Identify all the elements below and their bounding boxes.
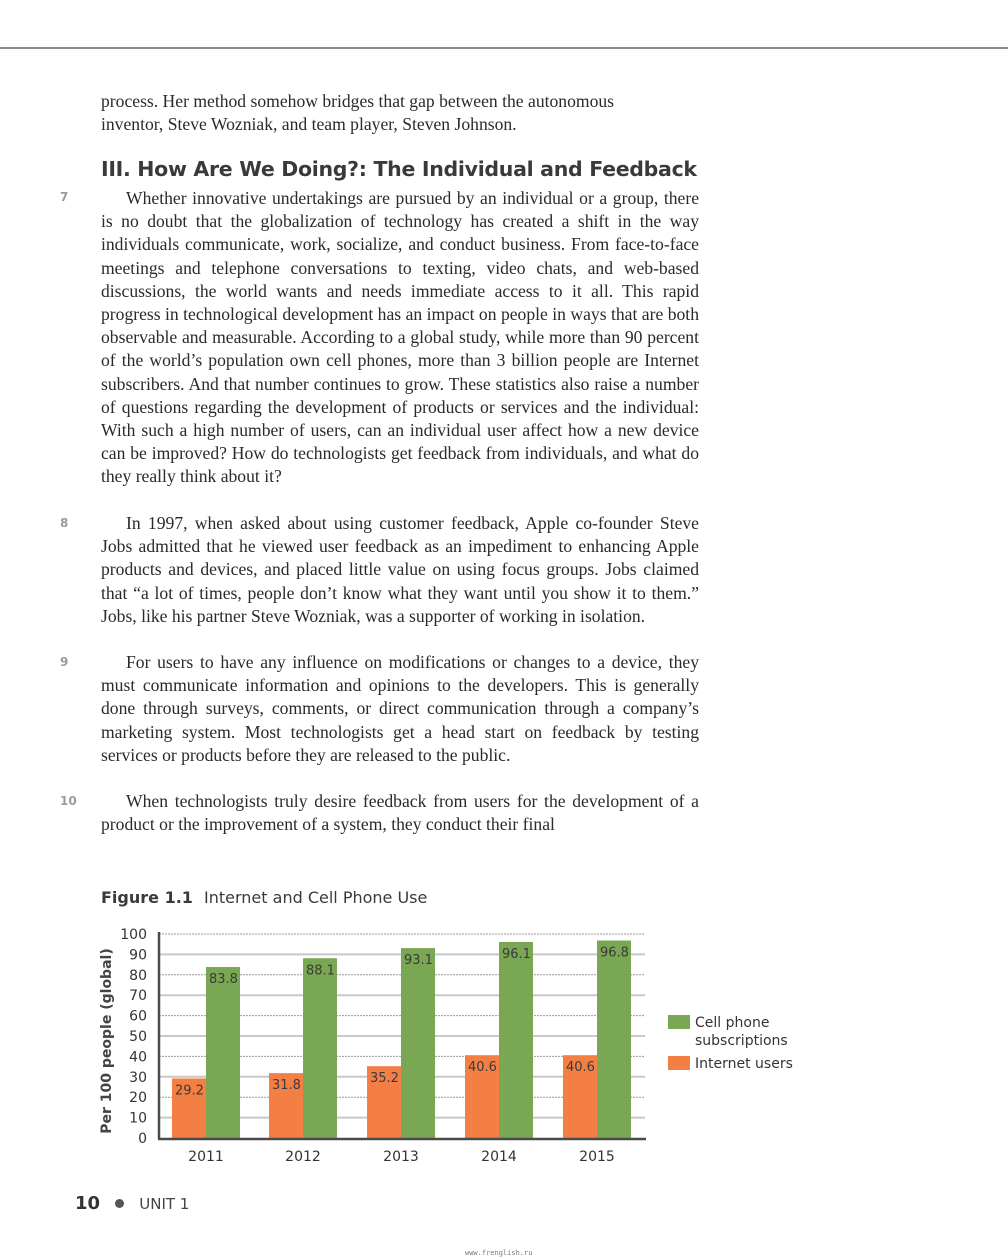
legend-label: Cell phone <box>695 1015 770 1031</box>
paragraph-number: 10 <box>60 794 77 808</box>
data-label: 35.2 <box>370 1071 399 1087</box>
y-tick-label: 40 <box>129 1049 147 1066</box>
paragraph-number: 8 <box>60 516 69 530</box>
y-axis-label: Per 100 people (global) <box>99 948 115 1134</box>
y-tick-label: 90 <box>129 947 147 964</box>
legend-label: Internet users <box>695 1056 793 1072</box>
y-tick-label: 100 <box>120 927 147 943</box>
bullet-icon <box>115 1199 124 1208</box>
y-tick-label: 0 <box>138 1131 147 1147</box>
figure-label: Figure 1.1 <box>101 888 193 907</box>
data-label: 29.2 <box>175 1083 204 1099</box>
paragraph-number: 9 <box>60 655 69 669</box>
x-tick-labels <box>188 1149 615 1165</box>
x-tick-label: 2012 <box>285 1149 321 1165</box>
bars <box>172 941 631 1138</box>
data-label: 93.1 <box>404 953 433 969</box>
legend <box>668 1015 793 1072</box>
data-label: 96.1 <box>502 946 531 962</box>
section-heading: III. How Are We Doing?: The Individual and Feedback <box>101 157 697 181</box>
y-tick-label: 20 <box>129 1090 147 1107</box>
y-tick-label: 30 <box>129 1069 147 1086</box>
y-tick-label: 10 <box>129 1110 147 1127</box>
x-tick-label: 2011 <box>188 1149 224 1165</box>
bar-cell-phone-2012 <box>303 958 337 1138</box>
y-tick-label: 60 <box>129 1008 147 1025</box>
legend-swatch <box>668 1015 690 1029</box>
y-tick-labels <box>120 927 147 1147</box>
bar-cell-phone-2015 <box>597 941 631 1138</box>
intro-line: process. Her method somehow bridges that gap between the autonomous <box>101 91 615 111</box>
y-tick-label: 70 <box>129 988 147 1005</box>
data-label: 31.8 <box>272 1078 301 1094</box>
data-label: 96.8 <box>600 945 629 961</box>
page-footer <box>75 1193 189 1214</box>
y-tick-label: 50 <box>129 1029 147 1045</box>
legend-label: subscriptions <box>695 1033 788 1049</box>
intro-line: inventor, Steve Wozniak, and team player, Steven Johnson. <box>101 114 517 135</box>
paragraph-text: When technologists truly desire feedback from users for the development of a product or the improvement of a system, they conduct their final <box>101 791 699 835</box>
data-label: 40.6 <box>566 1060 595 1076</box>
unit-label: UNIT 1 <box>139 1195 190 1213</box>
paragraph-text: For users to have any influence on modifications or changes to a device, they must communicate information and opinions to the developers. This is generally done through surveys, comments, or direct communication through a company’s marketing system. Most technologists get a head start on feedback by testing services or products before they are released to the public. <box>101 652 699 765</box>
legend-swatch <box>668 1056 690 1070</box>
paragraph-number: 7 <box>60 190 69 204</box>
x-tick-label: 2015 <box>579 1149 615 1165</box>
bar-cell-phone-2014 <box>499 942 533 1138</box>
figure-title: Internet and Cell Phone Use <box>204 888 428 907</box>
paragraph-text: Whether innovative undertakings are pursued by an individual or a group, there is no doubt that the globalization of technology has created a shift in the way individuals communicate, work, socialize, and conduct business. From face-to-face meetings and telephone conversations to texting, video chats, and web-based discussions, the world wants and needs immediate access to it all. This rapid progress in technological development has an impact on people in ways that are both observable and measurable. According to a global study, while more than 90 percent of the world’s population own cell phones, more than 3 billion people are Internet subscribers. And that number continues to grow. These statistics also raise a number of questions regarding the development of products or services and the individual: With such a high number of users, can an individual user affect how a new device can be improved? How do technologists get feedback from individuals, and what do they really think about it? <box>101 188 699 487</box>
bar-cell-phone-2011 <box>206 967 240 1138</box>
data-label: 88.1 <box>306 963 335 979</box>
y-tick-label: 80 <box>129 967 147 984</box>
bar-cell-phone-2013 <box>401 948 435 1138</box>
data-label: 40.6 <box>468 1060 497 1076</box>
x-tick-label: 2013 <box>383 1149 419 1165</box>
data-label: 83.8 <box>209 972 238 988</box>
paragraph-text: In 1997, when asked about using customer feedback, Apple co-founder Steve Jobs admitted that he viewed user feedback as an impediment to enhancing Apple products and devices, and placed little value on using focus groups. Jobs claimed that “a lot of times, people don’t know what they want until you show it to them.” Jobs, like his partner Steve Wozniak, was a supporter of working in isolation. <box>101 513 699 626</box>
watermark: www.frenglish.ru <box>465 1249 533 1257</box>
page-number: 10 <box>75 1193 101 1214</box>
x-tick-label: 2014 <box>481 1149 517 1165</box>
